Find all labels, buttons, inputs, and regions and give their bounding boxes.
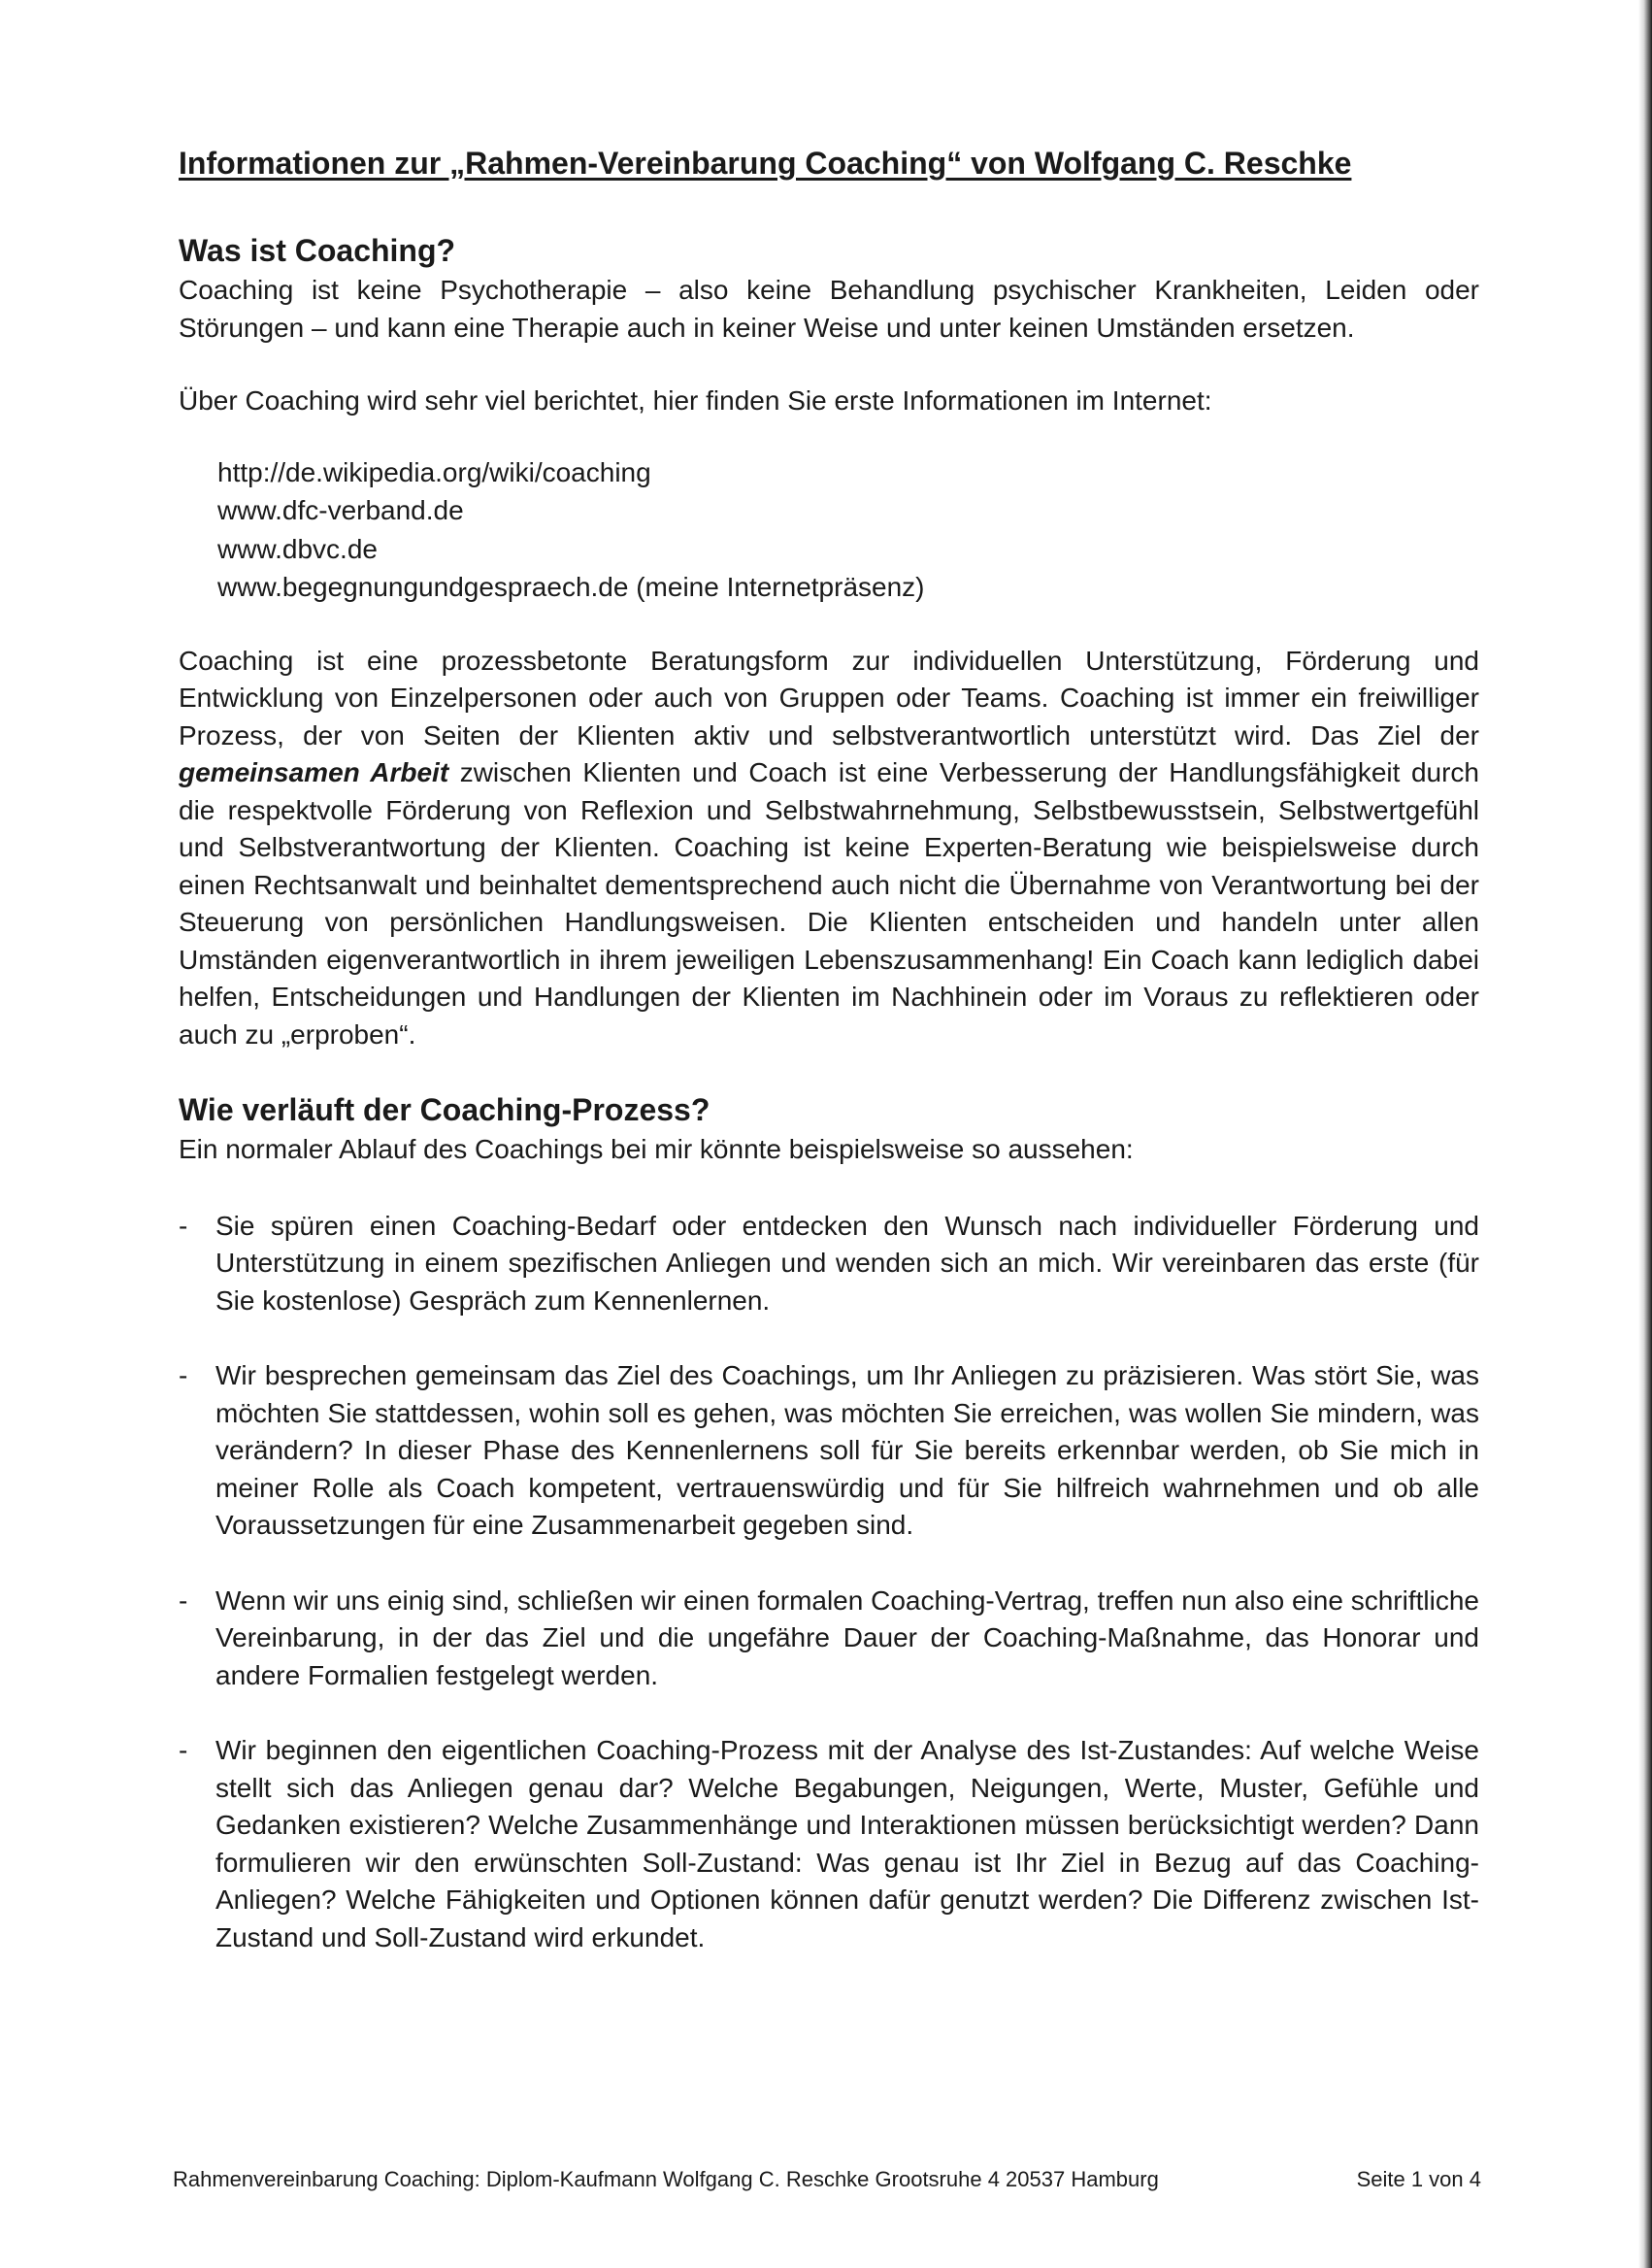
paragraph-links-intro: Über Coaching wird sehr viel berichtet, hier finden Sie erste Informationen im Internet: xyxy=(179,385,1212,416)
link-wikipedia[interactable]: http://de.wikipedia.org/wiki/coaching xyxy=(217,456,651,487)
paragraph-text-part: Coaching ist eine prozessbetonte Beratungsform zur individuellen Unterstützung, Förderung und Entwicklung von Einzelpersonen oder auch von Gruppen oder Teams. Coaching ist immer ein freiwilliger Prozess, der von Seiten der Klienten aktiv und selbstverantwortlich unterstützt wird. Das Ziel der xyxy=(179,645,1479,750)
paragraph-coaching-definition xyxy=(179,643,1479,1054)
list-item-text: Sie spüren einen Coaching-Bedarf oder entdecken den Wunsch nach individueller Förderung und Unterstützung in einem spezifischen Anliegen und wenden sich an mich. Wir vereinbaren das erste (für Sie kostenlose) Gespräch zum Kennenlernen. xyxy=(215,1210,1479,1316)
link-dfc-verband[interactable]: www.dfc-verband.de xyxy=(217,495,464,525)
section-heading-what-is-coaching: Was ist Coaching? xyxy=(179,233,456,268)
scan-edge-shadow xyxy=(1638,0,1652,2268)
list-item xyxy=(179,1583,1479,1695)
page-number: Seite 1 von 4 xyxy=(1356,2167,1481,2191)
list-item-text: Wir besprechen gemeinsam das Ziel des Coachings, um Ihr Anliegen zu präzisieren. Was stört Sie, was möchten Sie stattdessen, wohin soll es gehen, was möchten Sie erreichen, was wollen Sie mindern, was verändern? In dieser Phase des Kennenlernens soll für Sie bereits erkennbar werden, ob Sie mich in meiner Rolle als Coach kompetent, vertrauenswürdig und für Sie hilfreich wahrnehmen und ob alle Voraussetzungen für eine Zusammenarbeit gegeben sind. xyxy=(215,1360,1479,1540)
section-heading-coaching-process: Wie verläuft der Coaching-Prozess? xyxy=(179,1092,710,1127)
document-title: Informationen zur „Rahmen-Vereinbarung Coaching“ von Wolfgang C. Reschke xyxy=(179,146,1352,181)
list-item xyxy=(179,1732,1479,1956)
page-footer xyxy=(173,2165,1481,2194)
list-item-text: Wir beginnen den eigentlichen Coaching-Prozess mit der Analyse des Ist-Zustandes: Auf welche Weise stellt sich das Anliegen genau dar? Welche Begabungen, Neigungen, Werte, Muster, Gefühle und Gedanken existieren? Welche Zusammenhänge und Interaktionen müssen berücksichtigt werden? Dann formulieren wir den erwünschten Soll-Zustand: Was genau ist Ihr Ziel in Bezug auf das Coaching-Anliegen? Welche Fähigkeiten und Optionen können dafür genutzt werden? Die Differenz zwischen Ist-Zustand und Soll-Zustand wird erkundet. xyxy=(215,1735,1479,1952)
paragraph-text-part: zwischen Klienten und Coach ist eine Verbesserung der Handlungsfähigkeit durch die respektvolle Förderung von Reflexion und Selbstwahrnehmung, Selbstbewusstsein, Selbstwertgefühl und Selbstverantwortung der Klienten. Coaching ist keine Experten-Beratung wie beispielsweise durch einen Rechtsanwalt und beinhaltet dementsprechend auch nicht die Übernahme von Verantwortung bei der Steuerung von persönlichen Handlungsweisen. Die Klienten entscheiden und handeln unter allen Umständen eigenverantwortlich in ihrem jeweiligen Lebenszusammenhang! Ein Coach kann lediglich dabei helfen, Entscheidungen und Handlungen der Klienten im Nachhinein oder im Voraus zu reflektieren oder auch zu „erproben“. xyxy=(179,757,1479,1050)
link-dbvc[interactable]: www.dbvc.de xyxy=(217,533,378,564)
document-page xyxy=(179,142,1479,1994)
bullet-dash: - xyxy=(179,1584,188,1616)
footer-text: Rahmenvereinbarung Coaching: Diplom-Kaufmann Wolfgang C. Reschke Grootsruhe 4 20537 Hamburg xyxy=(173,2167,1159,2191)
list-item xyxy=(179,1357,1479,1545)
list-item xyxy=(179,1208,1479,1320)
link-begegnungundgespraech[interactable]: www.begegnungundgespraech.de (meine Internetpräsenz) xyxy=(217,572,925,602)
emphasis-gemeinsamen-arbeit: gemeinsamen Arbeit xyxy=(179,757,449,787)
process-step-list xyxy=(179,1208,1479,1957)
list-item-text: Wenn wir uns einig sind, schließen wir einen formalen Coaching-Vertrag, treffen nun also eine schriftliche Vereinbarung, in der das Ziel und die ungefähre Dauer der Coaching-Maßnahme, das Honorar und andere Formalien festgelegt werden. xyxy=(215,1584,1479,1690)
bullet-dash: - xyxy=(179,1210,188,1241)
bullet-dash: - xyxy=(179,1735,188,1765)
bullet-dash: - xyxy=(179,1360,188,1390)
link-list xyxy=(217,453,1479,607)
paragraph-process-intro: Ein normaler Ablauf des Coachings bei mir könnte beispielsweise so aussehen: xyxy=(179,1134,1134,1164)
paragraph-intro: Coaching ist keine Psychotherapie – also keine Behandlung psychischer Krankheiten, Leiden oder Störungen – und kann eine Therapie auch in keiner Weise und unter keinen Umständen ersetzen. xyxy=(179,275,1479,343)
